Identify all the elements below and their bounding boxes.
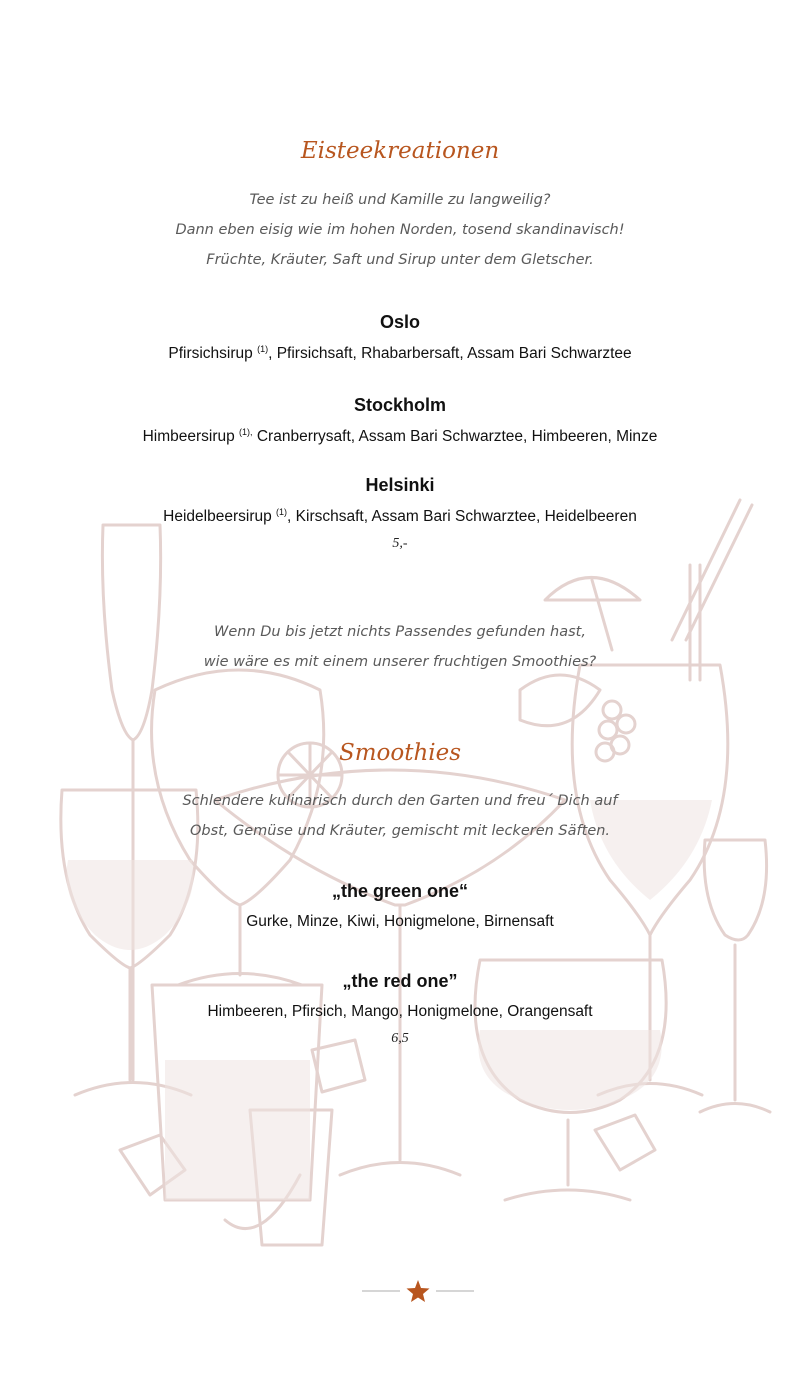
drink-ingredients-stockholm: Himbeersirup $^{(1),}$ Cranberrysaft, Assam Bari Schwarztee, Himbeeren, Minze <box>142 427 658 445</box>
footnote-marker: (1) <box>257 344 269 354</box>
drink-name-stockholm: Stockholm <box>353 395 446 415</box>
iced-tea-intro-line: Tee ist zu heiß und Kamille zu langweilig? <box>249 192 551 208</box>
smoothies-section-title: Smoothies <box>338 740 462 766</box>
drink-name-red-one: „the red one” <box>342 971 458 991</box>
transition-line: Wenn Du bis jetzt nichts Passendes gefunden hast, <box>214 624 586 640</box>
footnote-marker: (1) <box>276 507 288 517</box>
footer-ornament <box>360 1278 476 1304</box>
drink-ingredients-oslo: Pfirsichsirup $^{(1)}$, Pfirsichsaft, Rhabarbersaft, Assam Bari Schwarztee <box>168 344 632 362</box>
iced-tea-intro-line: Früchte, Kräuter, Saft und Sirup unter dem Gletscher. <box>206 252 594 268</box>
transition-line: wie wäre es mit einem unserer fruchtigen Smoothies? <box>203 654 597 670</box>
drink-name-oslo: Oslo <box>379 312 420 332</box>
footnote-marker: (1), <box>239 427 253 437</box>
drink-ingredients-helsinki: Heidelbeersirup $^{(1)}$, Kirschsaft, Assam Bari Schwarztee, Heidelbeeren <box>163 507 637 525</box>
smoothies-intro-line: Obst, Gemüse und Kräuter, gemischt mit leckeren Säften. <box>189 823 611 839</box>
iced-tea-intro-line: Dann eben eisig wie im hohen Norden, tosend skandinavisch! <box>175 222 625 238</box>
drink-ingredients-red-one: Himbeeren, Pfirsich, Mango, Honigmelone, Orangensaft <box>207 1003 593 1020</box>
drink-name-green-one: „the green one“ <box>331 881 469 901</box>
iced-tea-price: 5,- <box>392 536 408 551</box>
smoothies-price: 6,5 <box>391 1031 409 1046</box>
star-icon <box>407 1280 430 1302</box>
drink-ingredients-green-one: Gurke, Minze, Kiwi, Honigmelone, Birnensaft <box>246 913 554 930</box>
iced-tea-section-title: Eisteekreationen <box>300 138 500 164</box>
smoothies-intro-line: Schlendere kulinarisch durch den Garten und freu´ Dich auf <box>182 793 618 809</box>
drink-name-helsinki: Helsinki <box>365 475 435 495</box>
